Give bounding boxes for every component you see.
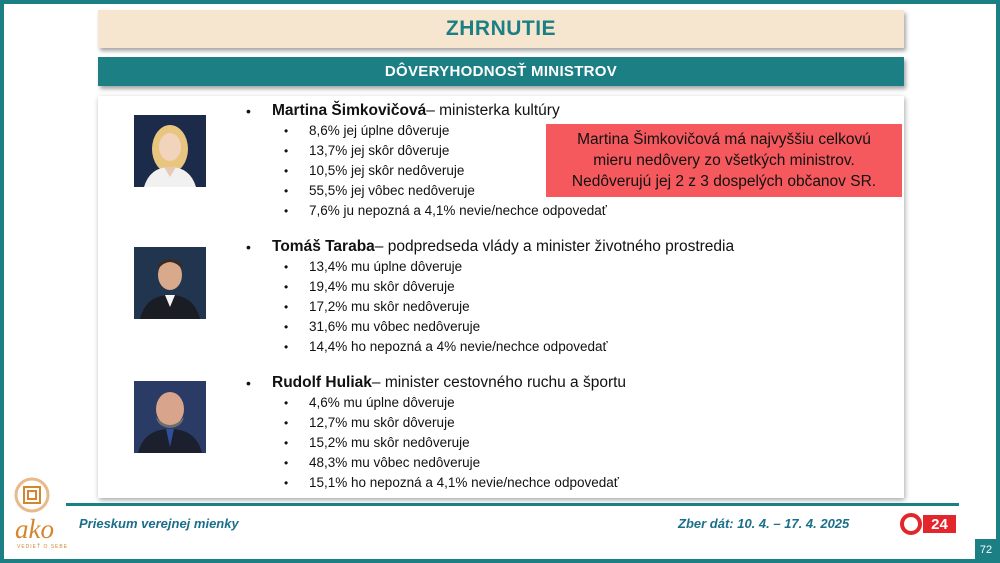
list-item: • 13,4% mu úplne dôveruje [284, 257, 886, 277]
bullet-icon: • [246, 103, 251, 119]
minister-heading [246, 237, 886, 257]
logo-text: ako [15, 514, 54, 544]
footer-date-range: Zber dát: 10. 4. – 17. 4. 2025 [678, 516, 850, 531]
bullet-icon: • [246, 375, 251, 391]
bullet-icon: • [284, 144, 289, 158]
minister-heading [246, 373, 886, 393]
list-item: • 14,4% ho nepozná a 4% nevie/nechce odpovedať [284, 337, 886, 357]
list-item: • 15,2% mu skôr nedôveruje [284, 433, 886, 453]
trust-list [284, 393, 886, 493]
minister-role: – ministerka kultúry [426, 102, 560, 119]
callout-line: Nedôverujú jej 2 z 3 dospelých občanov SR. [571, 173, 877, 190]
list-item: • 12,7% mu skôr dôveruje [284, 413, 886, 433]
bullet-icon: • [284, 300, 289, 314]
bullet-icon: • [284, 340, 289, 354]
bullet-icon: • [284, 476, 289, 490]
section-title: DÔVERYHODNOSŤ MINISTROV [384, 63, 618, 80]
bullet-icon: • [284, 164, 289, 178]
list-item: • 7,6% ju nepozná a 4,1% nevie/nechce odpovedať [284, 201, 886, 221]
photo-taraba [134, 247, 206, 319]
bullet-icon: • [284, 124, 289, 138]
callout-line: Martina Šimkovičová má najvyššiu celkovú [577, 131, 871, 148]
minister-role: – podpredseda vlády a minister životného prostredia [374, 238, 735, 255]
list-item: • 13,7% jej skôr dôveruje [284, 141, 886, 161]
trust-list [284, 257, 886, 357]
list-item: • 48,3% mu vôbec nedôveruje [284, 453, 886, 473]
footer-divider [66, 503, 959, 506]
list-item: • 31,6% mu vôbec nedôveruje [284, 317, 886, 337]
slide-title: ZHRNUTIE [445, 17, 557, 40]
list-item: • 19,4% mu skôr dôveruje [284, 277, 886, 297]
bullet-icon: • [284, 396, 289, 410]
list-item: • 8,6% jej úplne dôveruje [284, 121, 886, 141]
list-item: • 15,1% ho nepozná a 4,1% nevie/nechce odpovedať [284, 473, 886, 493]
list-item: • 55,5% jej vôbec nedôveruje [284, 181, 886, 201]
photo-simkovicova [134, 115, 206, 187]
bullet-icon: • [284, 320, 289, 334]
logo-tagline: VEDIEŤ O SEBE [17, 544, 69, 550]
bullet-icon: • [284, 204, 289, 218]
minister-heading [246, 101, 886, 121]
photo-huliak [134, 381, 206, 453]
bullet-icon: • [284, 436, 289, 450]
title-bar [98, 10, 904, 48]
bullet-icon: • [284, 260, 289, 274]
bullet-icon: • [284, 280, 289, 294]
page-number: 72 [975, 539, 997, 561]
bullet-icon: • [284, 456, 289, 470]
highlight-callout [546, 124, 902, 197]
section-bar [98, 57, 904, 86]
minister-block-taraba [246, 237, 886, 357]
list-item: • 10,5% jej skôr nedôveruje [284, 161, 886, 181]
minister-name: Tomáš Taraba [272, 238, 375, 255]
callout-line: mieru nedôvery zo všetkých ministrov. [593, 152, 855, 169]
footer-survey-label: Prieskum verejnej mienky [79, 516, 239, 531]
tv24-logo-icon [900, 513, 958, 535]
minister-name: Rudolf Huliak [272, 374, 372, 391]
list-item: • 17,2% mu skôr nedôveruje [284, 297, 886, 317]
bullet-icon: • [246, 239, 251, 255]
list-item: • 4,6% mu úplne dôveruje [284, 393, 886, 413]
bullet-icon: • [284, 184, 289, 198]
minister-block-huliak [246, 373, 886, 493]
tv-logo-text: 24 [931, 516, 948, 533]
minister-role: – minister cestovného ruchu a športu [371, 374, 627, 391]
minister-name: Martina Šimkovičová [272, 102, 427, 119]
bullet-icon: • [284, 416, 289, 430]
